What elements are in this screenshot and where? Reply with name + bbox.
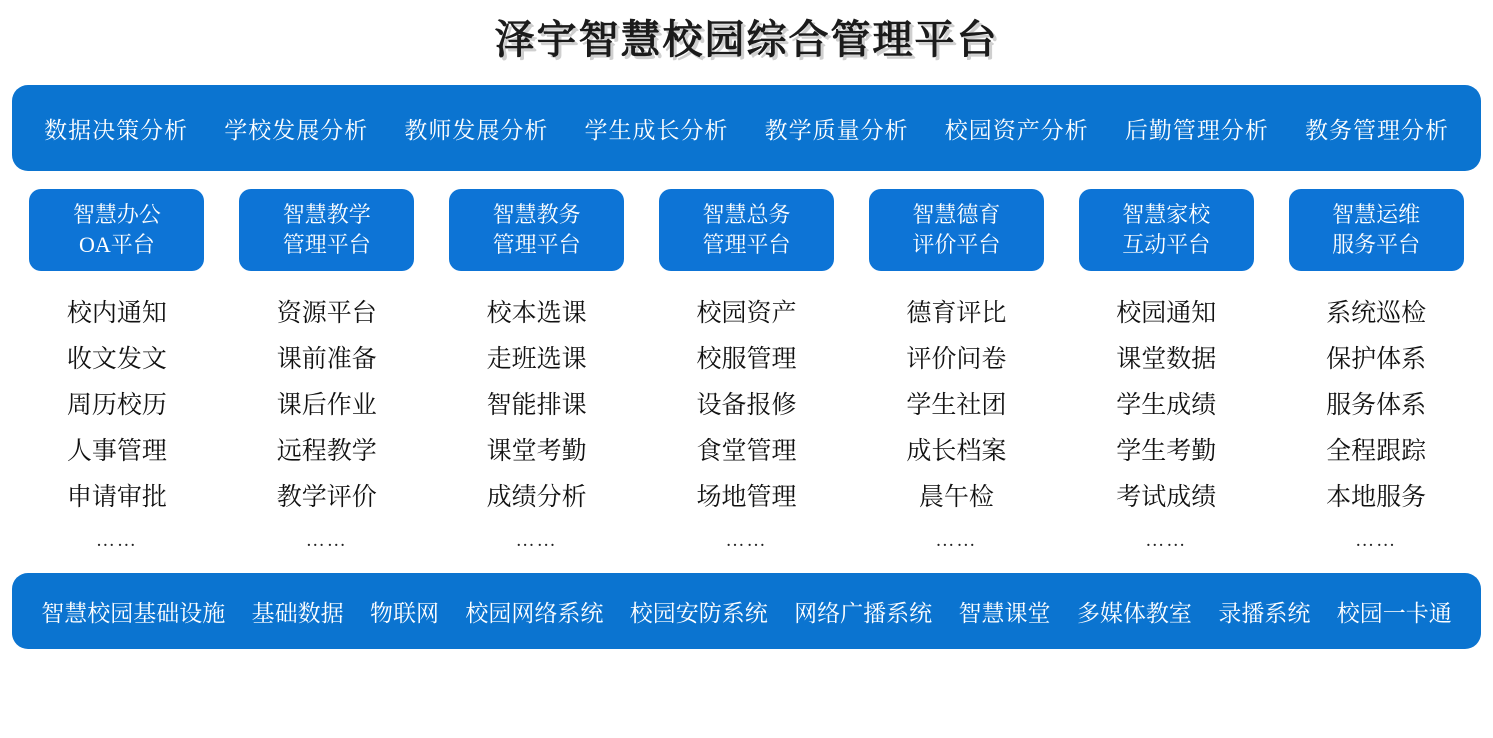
feature-item[interactable]: 课堂考勤 bbox=[486, 438, 587, 465]
platform-column bbox=[1061, 189, 1271, 561]
platform-card-title-line: 智慧总务 bbox=[702, 202, 791, 228]
platform-card-title-line: 智慧德育 bbox=[912, 202, 1001, 228]
infrastructure-bar-item[interactable]: 基础数据 bbox=[251, 600, 344, 626]
analysis-bar bbox=[12, 85, 1481, 171]
platform-card-academic-affairs[interactable] bbox=[449, 189, 624, 271]
feature-item[interactable]: 德育评比 bbox=[906, 300, 1007, 327]
platform-card-title-line: 智慧教务 bbox=[492, 202, 581, 228]
platform-column bbox=[851, 189, 1061, 561]
feature-item[interactable]: 课前准备 bbox=[276, 346, 377, 373]
platform-card-title-line: 互动平台 bbox=[1122, 232, 1211, 257]
analysis-bar-item[interactable]: 教学质量分析 bbox=[764, 117, 909, 143]
platform-card-oa[interactable] bbox=[29, 189, 204, 271]
feature-item[interactable]: 考试成绩 bbox=[1116, 484, 1217, 511]
feature-item[interactable]: 成长档案 bbox=[906, 438, 1007, 465]
analysis-bar-item[interactable]: 后勤管理分析 bbox=[1124, 117, 1269, 143]
feature-item[interactable]: 评价问卷 bbox=[906, 346, 1007, 373]
platform-column bbox=[12, 189, 222, 561]
feature-item[interactable]: 校服管理 bbox=[696, 346, 797, 373]
feature-item[interactable]: 保护体系 bbox=[1326, 346, 1427, 373]
feature-list bbox=[1326, 291, 1426, 561]
feature-ellipsis: …… bbox=[935, 530, 978, 551]
platform-card-title-line: 管理平台 bbox=[282, 232, 371, 257]
page-title: 泽宇智慧校园综合管理平台 bbox=[494, 17, 999, 62]
feature-item[interactable]: 走班选课 bbox=[486, 346, 587, 373]
infrastructure-bar-item[interactable]: 录播系统 bbox=[1218, 600, 1311, 626]
feature-item[interactable]: 晨午检 bbox=[918, 484, 994, 511]
feature-item[interactable]: 申请审批 bbox=[66, 484, 167, 511]
analysis-bar-item[interactable]: 学校发展分析 bbox=[224, 117, 369, 143]
feature-item[interactable]: 全程跟踪 bbox=[1326, 438, 1427, 465]
feature-item[interactable]: 设备报修 bbox=[696, 392, 797, 419]
feature-ellipsis: …… bbox=[1145, 530, 1188, 551]
platform-card-title-line: 评价平台 bbox=[912, 232, 1001, 257]
feature-item[interactable]: 食堂管理 bbox=[696, 438, 797, 465]
platform-card-moral-education[interactable] bbox=[869, 189, 1044, 271]
feature-list bbox=[277, 291, 377, 561]
feature-ellipsis: …… bbox=[305, 530, 348, 551]
feature-item[interactable]: 校内通知 bbox=[66, 300, 167, 327]
platform-card-title-line: 智慧家校 bbox=[1122, 202, 1211, 228]
platform-columns bbox=[12, 189, 1481, 561]
feature-item[interactable]: 校园通知 bbox=[1116, 300, 1217, 327]
infrastructure-bar bbox=[12, 573, 1481, 649]
feature-item[interactable]: 成绩分析 bbox=[486, 484, 587, 511]
platform-column bbox=[1271, 189, 1481, 561]
analysis-bar-item[interactable]: 教师发展分析 bbox=[404, 117, 549, 143]
feature-ellipsis: …… bbox=[515, 530, 558, 551]
feature-item[interactable]: 远程教学 bbox=[276, 438, 377, 465]
feature-item[interactable]: 资源平台 bbox=[276, 300, 377, 327]
feature-ellipsis: …… bbox=[95, 530, 138, 551]
platform-card-title-line: 智慧教学 bbox=[282, 202, 371, 228]
feature-ellipsis: …… bbox=[725, 530, 768, 551]
infrastructure-bar-item[interactable]: 物联网 bbox=[369, 600, 439, 626]
analysis-bar-item[interactable]: 学生成长分析 bbox=[584, 117, 729, 143]
platform-card-title-line: 智慧运维 bbox=[1332, 202, 1421, 228]
platform-column bbox=[222, 189, 432, 561]
feature-item[interactable]: 周历校历 bbox=[66, 392, 167, 419]
feature-list bbox=[487, 291, 587, 561]
feature-item[interactable]: 校园资产 bbox=[696, 300, 797, 327]
infrastructure-bar-item[interactable]: 校园一卡通 bbox=[1336, 600, 1452, 626]
feature-item[interactable]: 智能排课 bbox=[486, 392, 587, 419]
feature-item[interactable]: 服务体系 bbox=[1326, 392, 1427, 419]
feature-item[interactable]: 课后作业 bbox=[276, 392, 377, 419]
platform-column bbox=[642, 189, 852, 561]
platform-card-ops-service[interactable] bbox=[1289, 189, 1464, 271]
platform-column bbox=[432, 189, 642, 561]
infrastructure-bar-item[interactable]: 多媒体教室 bbox=[1076, 600, 1192, 626]
platform-card-title-line: 智慧办公 bbox=[72, 202, 161, 228]
feature-item[interactable]: 系统巡检 bbox=[1326, 300, 1427, 327]
platform-card-title-line: OA平台 bbox=[79, 232, 155, 257]
feature-item[interactable]: 校本选课 bbox=[486, 300, 587, 327]
feature-list bbox=[906, 291, 1006, 561]
infrastructure-bar-item[interactable]: 校园安防系统 bbox=[629, 600, 768, 626]
platform-card-teaching[interactable] bbox=[239, 189, 414, 271]
platform-card-title-line: 管理平台 bbox=[702, 232, 791, 257]
feature-item[interactable]: 学生成绩 bbox=[1116, 392, 1217, 419]
feature-list bbox=[1116, 291, 1216, 561]
analysis-bar-item[interactable]: 校园资产分析 bbox=[944, 117, 1089, 143]
feature-item[interactable]: 学生社团 bbox=[906, 392, 1007, 419]
title-area bbox=[0, 0, 1493, 65]
feature-item[interactable]: 教学评价 bbox=[276, 484, 377, 511]
platform-card-general-affairs[interactable] bbox=[659, 189, 834, 271]
feature-item[interactable]: 收文发文 bbox=[66, 346, 167, 373]
feature-ellipsis: …… bbox=[1355, 530, 1398, 551]
feature-list bbox=[697, 291, 797, 561]
infrastructure-bar-item[interactable]: 智慧课堂 bbox=[958, 600, 1051, 626]
infrastructure-bar-item[interactable]: 网络广播系统 bbox=[794, 600, 933, 626]
infrastructure-bar-item[interactable]: 智慧校园基础设施 bbox=[41, 600, 226, 626]
platform-card-title-line: 服务平台 bbox=[1332, 232, 1421, 257]
feature-item[interactable]: 学生考勤 bbox=[1116, 438, 1217, 465]
feature-list bbox=[67, 291, 167, 561]
platform-card-title-line: 管理平台 bbox=[492, 232, 581, 257]
feature-item[interactable]: 场地管理 bbox=[696, 484, 797, 511]
feature-item[interactable]: 本地服务 bbox=[1326, 484, 1427, 511]
analysis-bar-item[interactable]: 数据决策分析 bbox=[44, 117, 189, 143]
feature-item[interactable]: 课堂数据 bbox=[1116, 346, 1217, 373]
feature-item[interactable]: 人事管理 bbox=[66, 438, 167, 465]
infrastructure-bar-item[interactable]: 校园网络系统 bbox=[465, 600, 604, 626]
platform-card-home-school[interactable] bbox=[1079, 189, 1254, 271]
analysis-bar-item[interactable]: 教务管理分析 bbox=[1304, 117, 1449, 143]
